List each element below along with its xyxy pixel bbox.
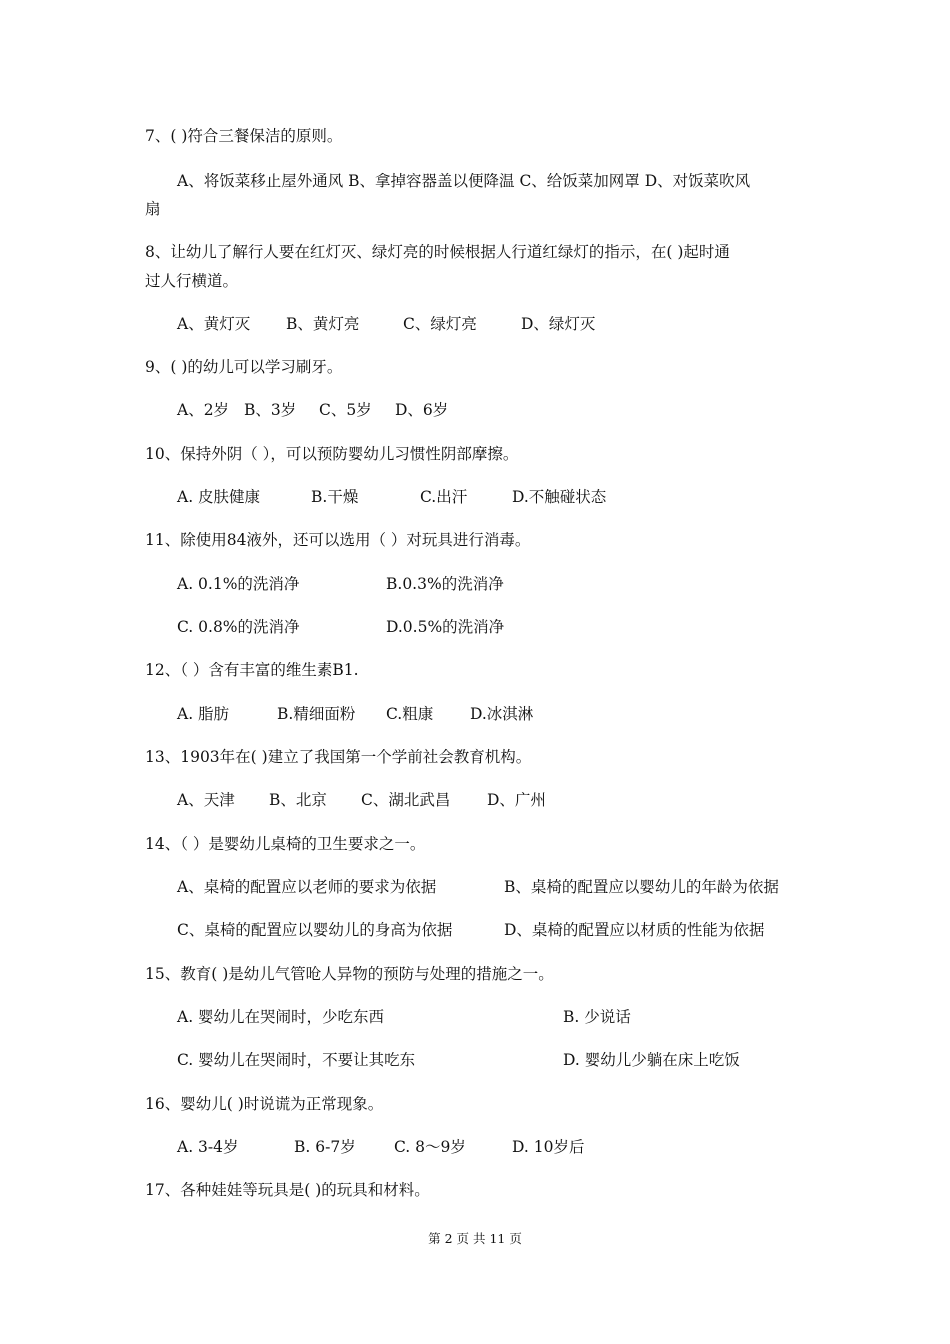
- question-17-stem: 17、各种娃娃等玩具是( )的玩具和材料。: [145, 1181, 430, 1199]
- question-10-option-c: C.出汗: [420, 488, 468, 506]
- question-10-stem: 10、保持外阴（ ），可以预防婴幼儿习惯性阴部摩擦。: [145, 445, 519, 463]
- question-12-option-a: A. 脂肪: [177, 705, 230, 723]
- question-14-option-a: A、桌椅的配置应以老师的要求为依据: [177, 878, 437, 896]
- question-13-option-a: A、天津: [177, 791, 235, 809]
- question-13-option-c: C、湖北武昌: [361, 791, 451, 809]
- question-8-option-d: D、绿灯灭: [521, 315, 596, 333]
- question-16-option-d: D. 10岁后: [512, 1138, 585, 1156]
- question-11-option-d: D.0.5%的洗消净: [386, 618, 505, 636]
- question-14-option-c: C、桌椅的配置应以婴幼儿的身高为依据: [177, 921, 453, 939]
- question-8-stem-continued: 过人行横道。: [145, 272, 239, 290]
- question-11-option-a: A. 0.1%的洗消净: [177, 575, 300, 593]
- question-8-stem: 8、让幼儿了解行人要在红灯灭、绿灯亮的时候根据人行道红绿灯的指示，在( )起时通: [145, 243, 730, 261]
- question-9-option-b: B、3岁: [244, 401, 297, 419]
- question-13-option-d: D、广州: [487, 791, 546, 809]
- question-9-option-c: C、5岁: [319, 401, 372, 419]
- question-8-option-a: A、黄灯灭: [177, 315, 251, 333]
- question-15-option-d: D. 婴幼儿少躺在床上吃饭: [563, 1051, 740, 1069]
- question-15-option-c: C. 婴幼儿在哭闹时，不要让其吃东: [177, 1051, 416, 1069]
- question-10-option-b: B.干燥: [311, 488, 359, 506]
- question-10-option-d: D.不触碰状态: [512, 488, 607, 506]
- question-14-stem: 14、（ ）是婴幼儿桌椅的卫生要求之一。: [145, 835, 426, 853]
- question-12-option-d: D.冰淇淋: [470, 705, 534, 723]
- question-11-stem: 11、除使用84液外，还可以选用（ ）对玩具进行消毒。: [145, 531, 531, 549]
- question-9-option-d: D、6岁: [395, 401, 449, 419]
- question-16-option-b: B. 6-7岁: [294, 1138, 356, 1156]
- question-7-stem: 7、( )符合三餐保洁的原则。: [145, 127, 343, 145]
- question-9-option-a: A、2岁: [177, 401, 230, 419]
- question-16-stem: 16、婴幼儿( )时说谎为正常现象。: [145, 1095, 384, 1113]
- question-15-stem: 15、教育( )是幼儿气管呛人异物的预防与处理的措施之一。: [145, 965, 554, 983]
- question-8-option-b: B、黄灯亮: [286, 315, 360, 333]
- question-7-options-continued: 扇: [145, 200, 161, 218]
- question-14-option-b: B、桌椅的配置应以婴幼儿的年龄为依据: [504, 878, 779, 896]
- question-8-option-c: C、绿灯亮: [403, 315, 477, 333]
- question-11-option-b: B.0.3%的洗消净: [386, 575, 504, 593]
- question-16-option-a: A. 3-4岁: [177, 1138, 239, 1156]
- question-10-option-a: A. 皮肤健康: [177, 488, 261, 506]
- question-15-option-a: A. 婴幼儿在哭闹时，少吃东西: [177, 1008, 385, 1026]
- question-15-option-b: B. 少说话: [563, 1008, 631, 1026]
- question-11-option-c: C. 0.8%的洗消净: [177, 618, 300, 636]
- question-9-stem: 9、( )的幼儿可以学习刷牙。: [145, 358, 343, 376]
- question-13-option-b: B、北京: [269, 791, 327, 809]
- question-12-stem: 12、（ ）含有丰富的维生素B1.: [145, 661, 359, 679]
- question-12-option-b: B.精细面粉: [277, 705, 356, 723]
- question-16-option-c: C. 8～9岁: [394, 1138, 466, 1156]
- question-13-stem: 13、1903年在( )建立了我国第一个学前社会教育机构。: [145, 748, 532, 766]
- question-7-options: A、将饭菜移止屋外通风 B、拿掉容器盖以便降温 C、给饭菜加网罩 D、对饭菜吹风: [177, 172, 751, 190]
- question-12-option-c: C.粗康: [386, 705, 434, 723]
- page-number: 第 2 页 共 11 页: [428, 1231, 522, 1246]
- question-14-option-d: D、桌椅的配置应以材质的性能为依据: [504, 921, 765, 939]
